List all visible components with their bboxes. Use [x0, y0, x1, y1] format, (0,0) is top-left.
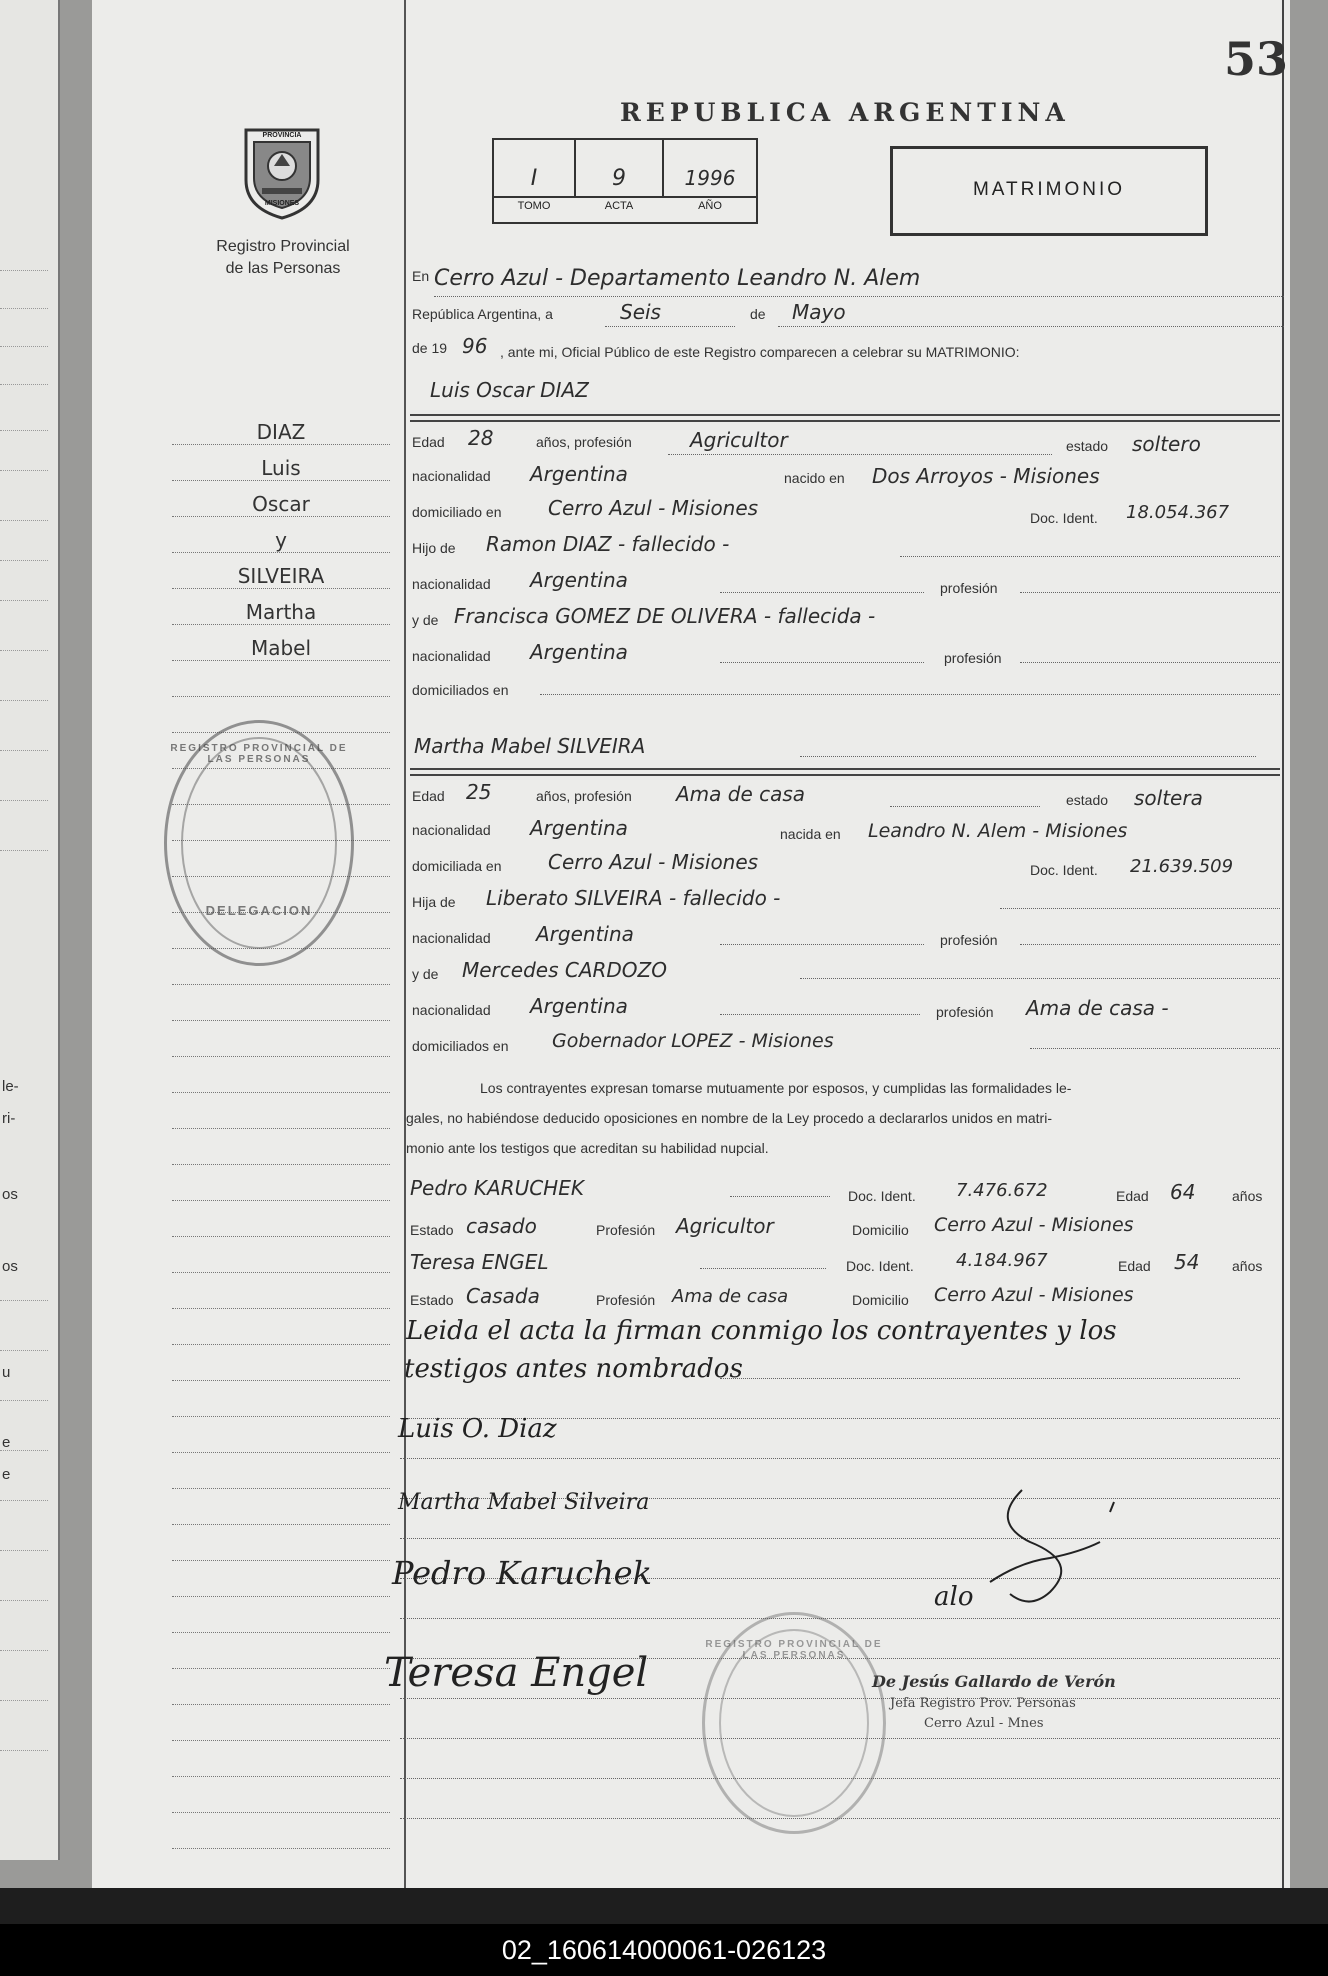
- groom-mother-nac: Argentina: [530, 640, 628, 664]
- bride-dom-label: domiciliada en: [412, 858, 502, 874]
- ano-label: AÑO: [698, 200, 722, 212]
- prev-fragment: u: [2, 1364, 11, 1381]
- place-value: Cerro Azul - Departamento Leandro N. Alem: [434, 266, 921, 291]
- bride-estado-label: estado: [1066, 792, 1109, 808]
- officer-scribble-text: alo: [934, 1582, 974, 1612]
- groom-domicilio: Cerro Azul - Misiones: [548, 496, 759, 520]
- prev-fragment: le-: [2, 1078, 19, 1095]
- witness-2-anos-label: años: [1232, 1258, 1263, 1274]
- groom-estado-label: estado: [1066, 438, 1109, 454]
- witness-2-prof-label: Profesión: [596, 1292, 656, 1308]
- record-type: MATRIMONIO: [972, 179, 1126, 200]
- witness-2-profesion: Ama de casa: [672, 1286, 789, 1307]
- groom-edad-label: Edad: [412, 434, 445, 450]
- groom-father-prof-label: profesión: [940, 580, 998, 596]
- bride-edad-label: Edad: [412, 788, 445, 804]
- officer-place: Cerro Azul - Mnes: [924, 1716, 1044, 1731]
- image-id-caption: 02_160614000061-026123: [0, 1924, 1328, 1976]
- closing-line-1: Leida el acta la firman conmigo los contrayentes y los: [406, 1316, 1117, 1346]
- bride-mother-prof: Ama de casa -: [1026, 996, 1169, 1020]
- bride-mother-nac: Argentina: [530, 994, 628, 1018]
- witness-2-doc-label: Doc. Ident.: [846, 1258, 914, 1274]
- year-suffix: 96: [462, 334, 488, 358]
- acta-label: ACTA: [604, 200, 634, 212]
- previous-page-strip: [0, 0, 60, 1860]
- groom-mother: Francisca GOMEZ DE OLIVERA - fallecida -: [454, 604, 876, 628]
- groom-nacido: Dos Arroyos - Misiones: [872, 464, 1100, 488]
- witness-1-estado-label: Estado: [410, 1222, 454, 1238]
- page-bottom-edge: [0, 1888, 1328, 1924]
- groom-hijo-label: Hijo de: [412, 540, 456, 556]
- groom-edad: 28: [468, 426, 494, 450]
- witness-1-edad-label: Edad: [1116, 1188, 1149, 1204]
- bride-mother: Mercedes CARDOZO: [462, 958, 667, 982]
- margin-name: Mabel: [250, 636, 312, 660]
- margin-seal: [164, 720, 354, 966]
- bride-parents-dom: Gobernador LOPEZ - Misiones: [552, 1030, 834, 1052]
- groom-father: Ramon DIAZ - fallecido -: [486, 532, 730, 556]
- de-label: de: [750, 306, 766, 322]
- groom-mother-prof-label: profesión: [944, 650, 1002, 666]
- legal-text-line-1: Los contrayentes expresan tomarse mutuamente por esposos, y cumplidas las formalidades le-: [480, 1080, 1072, 1096]
- bottom-seal-text: REGISTRO PROVINCIAL DE LAS PERSONAS: [705, 1639, 883, 1661]
- witness-2-estado: Casada: [466, 1284, 540, 1308]
- groom-father-nac-label: nacionalidad: [412, 576, 491, 592]
- margin-name: SILVEIRA: [237, 564, 325, 588]
- en-label: En: [412, 268, 430, 284]
- record-type-box: [890, 146, 1208, 236]
- margin-name: Martha: [245, 600, 317, 624]
- page-number: 53: [1224, 32, 1289, 86]
- groom-name: Luis Oscar DIAZ: [430, 378, 589, 402]
- day-value: Seis: [620, 300, 661, 324]
- bride-father-nac: Argentina: [536, 922, 634, 946]
- groom-dom-label: domiciliado en: [412, 504, 502, 520]
- margin-name: y: [275, 528, 287, 552]
- emblem-bottom-text: MISIONES: [264, 200, 300, 207]
- closing-line-2: testigos antes nombrados: [404, 1354, 743, 1384]
- acta-value: 9: [612, 166, 626, 191]
- bride-nacida: Leandro N. Alem - Misiones: [868, 820, 1128, 842]
- bride-nac-label: nacionalidad: [412, 822, 491, 838]
- groom-signature: Luis O. Diaz: [398, 1414, 557, 1444]
- legal-text-line-2: gales, no habiéndose deducido oposiciones en nombre de la Ley procedo a declararlos unidos en matri-: [406, 1110, 1052, 1126]
- witness-1-prof-label: Profesión: [596, 1222, 656, 1238]
- bride-parents-dom-label: domiciliados en: [412, 1038, 509, 1054]
- margin-name: DIAZ: [256, 420, 306, 444]
- right-border: [1282, 0, 1284, 1888]
- groom-estado: soltero: [1132, 432, 1201, 456]
- officer-name: De Jesús Gallardo de Verón: [872, 1672, 1116, 1691]
- groom-nacido-label: nacido en: [784, 470, 845, 486]
- officer-signature: [930, 1482, 1130, 1622]
- intro-text: , ante mi, Oficial Público de este Registro comparecen a celebrar su MATRIMONIO:: [500, 344, 1020, 360]
- witness-1-profesion: Agricultor: [676, 1214, 774, 1238]
- bride-signature: Martha Mabel Silveira: [398, 1490, 650, 1515]
- bride-hija-label: Hija de: [412, 894, 456, 910]
- bride-mother-nac-label: nacionalidad: [412, 1002, 491, 1018]
- witness-1-name: Pedro KARUCHEK: [410, 1176, 584, 1200]
- republica-label: República Argentina, a: [412, 306, 553, 322]
- tomo-value: I: [530, 166, 538, 191]
- prev-fragment: os: [2, 1258, 18, 1275]
- bride-yde-label: y de: [412, 966, 439, 982]
- bride-name: Martha Mabel SILVEIRA: [414, 734, 646, 758]
- groom-mother-nac-label: nacionalidad: [412, 648, 491, 664]
- witness-1-estado: casado: [466, 1214, 537, 1238]
- witness-2-edad-label: Edad: [1118, 1258, 1151, 1274]
- bride-profesion: Ama de casa: [676, 782, 806, 806]
- groom-father-nac: Argentina: [530, 568, 628, 592]
- witness-1-signature: Pedro Karuchek: [392, 1554, 652, 1592]
- bride-father: Liberato SILVEIRA - fallecido -: [486, 886, 781, 910]
- province-emblem: [240, 120, 324, 220]
- margin-seal-inner-text: DELEGACION: [205, 903, 313, 918]
- witness-1-anos-label: años: [1232, 1188, 1263, 1204]
- bottom-seal: [702, 1612, 886, 1834]
- prev-fragment: ri-: [2, 1110, 16, 1127]
- tomo-label: TOMO: [517, 200, 551, 212]
- bride-doc-label: Doc. Ident.: [1030, 862, 1098, 878]
- bride-mother-prof-label: profesión: [936, 1004, 994, 1020]
- witness-1-edad: 64: [1170, 1180, 1196, 1204]
- witness-2-estado-label: Estado: [410, 1292, 454, 1308]
- witness-2-signature: Teresa Engel: [384, 1650, 649, 1696]
- groom-doc-label: Doc. Ident.: [1030, 510, 1098, 526]
- prev-fragment: e: [2, 1434, 11, 1451]
- registry-name-2: de las Personas: [225, 260, 341, 277]
- emblem-top-text: PROVINCIA: [262, 132, 302, 139]
- year-prefix: de 19: [412, 340, 448, 356]
- witness-2-domicilio: Cerro Azul - Misiones: [934, 1284, 1134, 1306]
- groom-doc: 18.054.367: [1126, 502, 1230, 523]
- bride-nacida-label: nacida en: [780, 826, 841, 842]
- registry-name-1: Registro Provincial: [216, 238, 350, 255]
- record-number-box: [492, 138, 758, 224]
- margin-name: Luis: [261, 456, 301, 480]
- witness-1-doc: 7.476.672: [956, 1180, 1048, 1201]
- witness-1-domicilio: Cerro Azul - Misiones: [934, 1214, 1134, 1236]
- groom-parents-dom-label: domiciliados en: [412, 682, 509, 698]
- ano-value: 1996: [684, 166, 736, 190]
- groom-profesion: Agricultor: [690, 428, 788, 452]
- bride-father-nac-label: nacionalidad: [412, 930, 491, 946]
- witness-2-name: Teresa ENGEL: [410, 1250, 549, 1274]
- witness-2-doc: 4.184.967: [956, 1250, 1048, 1271]
- bride-estado: soltera: [1134, 786, 1203, 810]
- bride-prof-label: años, profesión: [536, 788, 632, 804]
- groom-nac-label: nacionalidad: [412, 468, 491, 484]
- groom-yde-label: y de: [412, 612, 439, 628]
- groom-prof-label: años, profesión: [536, 434, 632, 450]
- margin-name: Oscar: [252, 492, 310, 516]
- groom-nacionalidad: Argentina: [530, 462, 628, 486]
- bride-domicilio: Cerro Azul - Misiones: [548, 850, 759, 874]
- month-value: Mayo: [792, 300, 846, 324]
- officer-title: Jefa Registro Prov. Personas: [890, 1696, 1076, 1711]
- witness-1-doc-label: Doc. Ident.: [848, 1188, 916, 1204]
- prev-fragment: e: [2, 1466, 11, 1483]
- margin-seal-text: REGISTRO PROVINCIAL DE LAS PERSONAS: [170, 743, 348, 765]
- witness-2-edad: 54: [1174, 1250, 1200, 1274]
- witness-2-dom-label: Domicilio: [852, 1292, 909, 1308]
- country-title: REPUBLICA ARGENTINA: [620, 98, 1070, 127]
- margin-divider: [404, 0, 406, 1888]
- bride-edad: 25: [466, 780, 492, 804]
- bride-nacionalidad: Argentina: [530, 816, 628, 840]
- bride-father-prof-label: profesión: [940, 932, 998, 948]
- bride-doc: 21.639.509: [1130, 856, 1234, 877]
- prev-fragment: os: [2, 1186, 18, 1203]
- witness-1-dom-label: Domicilio: [852, 1222, 909, 1238]
- legal-text-line-3: monio ante los testigos que acreditan su habilidad nupcial.: [406, 1140, 769, 1156]
